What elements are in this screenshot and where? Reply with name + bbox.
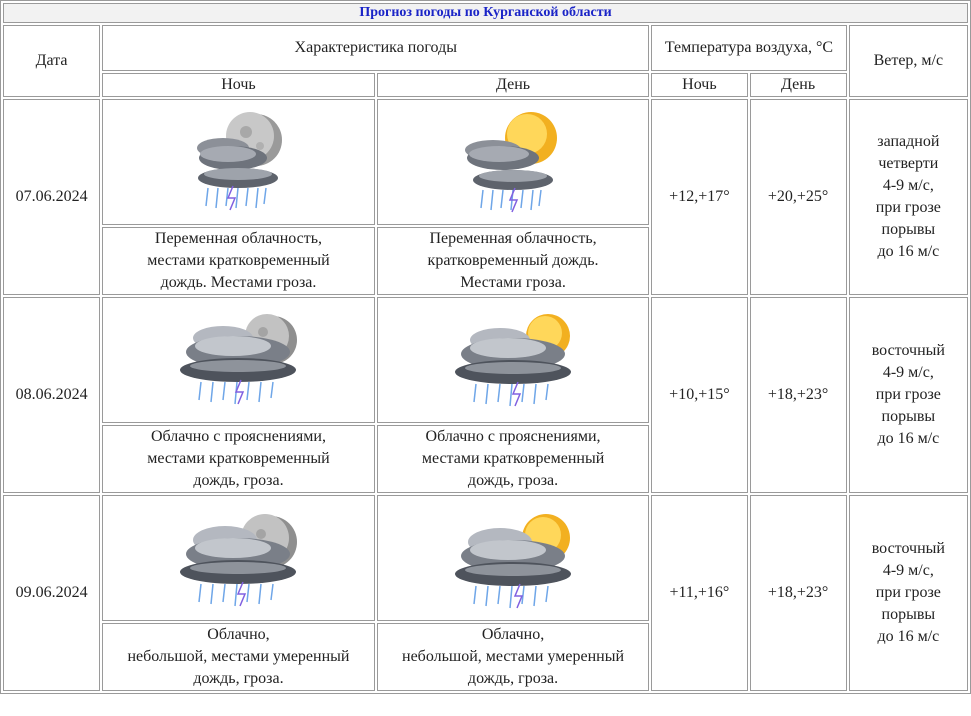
sun-cloud-thunder-rain-icon [438,498,588,618]
night-description [102,623,375,691]
desc-line: Облачно с прояснениями, [425,428,601,445]
temp-day-cell: +18,+23° [750,495,847,691]
desc-line: местами кратковременный [147,450,330,467]
night-description [102,425,375,493]
wind-line: западной [877,133,940,150]
wind-line: до 16 м/с [877,628,940,645]
wind-line: восточный [871,342,945,359]
sun-cloud-thunder-rain-icon [438,300,588,420]
date-cell: 08.06.2024 [3,297,100,493]
temp-day-cell: +20,+25° [750,99,847,295]
wind-line: 4-9 м/с, [882,562,934,579]
header-weather: Характеристика погоды [102,25,649,71]
desc-line: Местами гроза. [460,274,566,291]
table-title: Прогноз погоды по Курганской области [3,3,968,23]
sun-cloud-thunder-rain-icon [453,102,573,222]
desc-line: Переменная облачность, [154,230,323,247]
day-description [377,623,650,691]
wind-line: 4-9 м/с, [882,177,934,194]
wind-line: восточный [871,540,945,557]
day-icon-cell [377,297,650,423]
moon-cloud-thunder-rain-icon [178,102,298,222]
wind-line: порывы [881,408,936,425]
day-icon-cell [377,495,650,621]
desc-line: Переменная облачность, [429,230,597,247]
wind-cell [849,99,968,295]
moon-cloud-thunder-rain-icon [163,498,313,618]
header-wind: Ветер, м/с [849,25,968,97]
desc-line: Облачно, [481,626,545,643]
day-description [377,425,650,493]
desc-line: местами кратковременный [147,252,330,269]
wind-line: порывы [881,221,936,238]
desc-line: дождь. Местами гроза. [160,274,317,291]
desc-line: местами кратковременный [421,450,605,467]
wind-line: до 16 м/с [877,243,940,260]
night-icon-cell [102,495,375,621]
night-icon-cell [102,297,375,423]
day-description [377,227,650,295]
night-description [102,227,375,295]
desc-line: Облачно, [207,626,270,643]
wind-line: до 16 м/с [877,430,940,447]
desc-line: дождь, гроза. [467,472,559,489]
desc-line: кратковременный дождь. [427,252,599,269]
header-date: Дата [3,25,100,97]
date-cell: 07.06.2024 [3,99,100,295]
temp-night-cell: +11,+16° [651,495,747,691]
wind-line: 4-9 м/с, [882,364,934,381]
header-temp-day: День [750,73,847,97]
wind-line: при грозе [875,386,941,403]
temp-night-cell: +12,+17° [651,99,747,295]
moon-cloud-thunder-rain-icon [163,300,313,420]
wind-cell [849,495,968,691]
wind-line: четверти [878,155,939,172]
desc-line: дождь, гроза. [193,472,284,489]
date-cell: 09.06.2024 [3,495,100,691]
header-night: Ночь [102,73,375,97]
wind-cell [849,297,968,493]
desc-line: небольшой, местами умеренный [402,648,625,665]
temp-night-cell: +10,+15° [651,297,747,493]
header-day: День [377,73,650,97]
desc-line: дождь, гроза. [467,670,559,687]
wind-line: при грозе [875,584,941,601]
desc-line: дождь, гроза. [193,670,284,687]
header-temp-night: Ночь [651,73,747,97]
day-icon-cell [377,99,650,225]
header-temperature: Температура воздуха, °С [651,25,846,71]
desc-line: Облачно с прояснениями, [150,428,326,445]
wind-line: при грозе [875,199,941,216]
wind-line: порывы [881,606,936,623]
desc-line: небольшой, местами умеренный [127,648,350,665]
temp-day-cell: +18,+23° [750,297,847,493]
night-icon-cell [102,99,375,225]
